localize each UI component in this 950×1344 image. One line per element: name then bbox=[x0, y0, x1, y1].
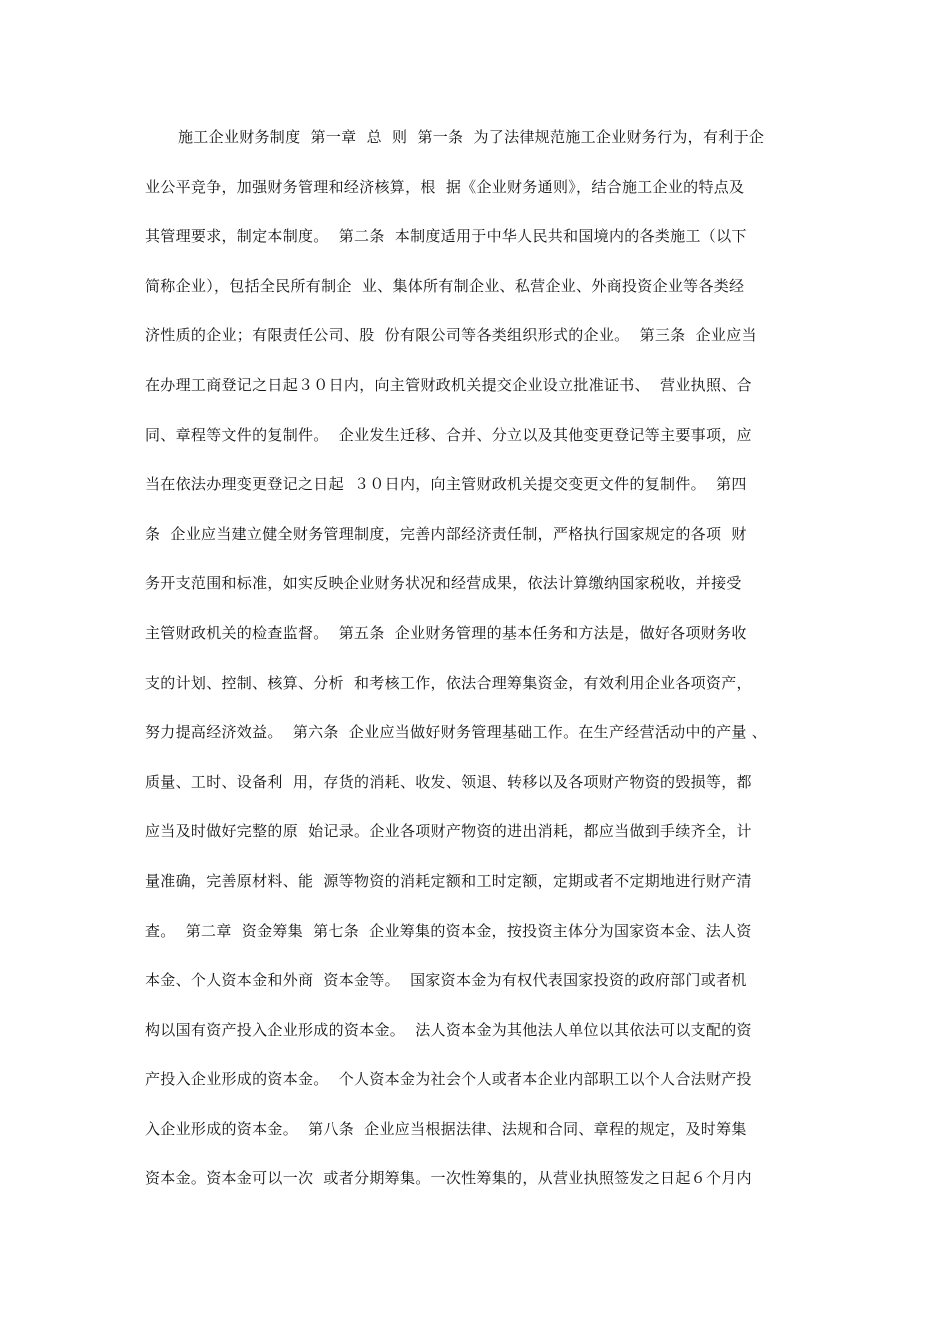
text-line: 资本金。资本金可以一次 或者分期筹集。一次性筹集的，从营业执照签发之日起６个月内 bbox=[145, 1169, 752, 1188]
text-line: 入企业形成的资本金。 第八条 企业应当根据法律、法规和合同、章程的规定，及时筹集 bbox=[145, 1119, 747, 1138]
text-line: 业公平竞争，加强财务管理和经济核算，根 据《企业财务通则》，结合施工企业的特点及 bbox=[145, 177, 745, 196]
text-line: 查。 第二章 资金筹集 第七条 企业筹集的资本金，按投资主体分为国家资本金、法人资 bbox=[145, 921, 752, 940]
text-line: 务开支范围和标准，如实反映企业财务状况和经营成果，依法计算缴纳国家税收，并接受 bbox=[145, 574, 742, 593]
text-line: 施工企业财务制度 第一章 总 则 第一条 为了法律规范施工企业财务行为，有利于企 bbox=[178, 128, 765, 146]
text-line: 本金、个人资本金和外商 资本金等。 国家资本金为有权代表国家投资的政府部门或者机 bbox=[145, 971, 747, 990]
text-line: 产投入企业形成的资本金。 个人资本金为社会个人或者本企业内部职工以个人合法财产投 bbox=[145, 1070, 752, 1089]
text-line: 量准确，完善原材料、能 源等物资的消耗定额和工时定额，定期或者不定期地进行财产清 bbox=[145, 871, 752, 890]
text-line: 支的计划、控制、核算、分析 和考核工作，依法合理筹集资金，有效利用企业各项资产， bbox=[145, 673, 752, 692]
text-line: 质量、工时、设备利 用，存货的消耗、收发、领退、转移以及各项财产物资的毁损等，都 bbox=[145, 772, 752, 791]
text-line: 同、章程等文件的复制件。 企业发生迁移、合并、分立以及其他变更登记等主要事项，应 bbox=[145, 425, 752, 444]
text-line: 努力提高经济效益。 第六条 企业应当做好财务管理基础工作。在生产经营活动中的产量 、 bbox=[145, 723, 768, 742]
text-line: 构以国有资产投入企业形成的资本金。 法人资本金为其他法人单位以其依法可以支配的资 bbox=[145, 1020, 752, 1039]
document-body bbox=[145, 121, 815, 1212]
text-line: 济性质的企业；有限责任公司、股 份有限公司等各类组织形式的企业。 第三条 企业应当 bbox=[145, 326, 757, 345]
text-line: 应当及时做好完整的原 始记录。企业各项财产物资的进出消耗，都应当做到手续齐全，计 bbox=[145, 822, 752, 841]
text-line: 条 企业应当建立健全财务管理制度，完善内部经济责任制，严格执行国家规定的各项 财 bbox=[145, 524, 747, 543]
text-line: 其管理要求，制定本制度。 第二条 本制度适用于中华人民共和国境内的各类施工（以下 bbox=[145, 227, 747, 246]
text-line: 在办理工商登记之日起３０日内，向主管财政机关提交企业设立批准证书、 营业执照、合 bbox=[145, 375, 752, 394]
text-line: 简称企业），包括全民所有制企 业、集体所有制企业、私营企业、外商投资企业等各类经 bbox=[145, 276, 745, 295]
text-line: 当在依法办理变更登记之日起 ３０日内，向主管财政机关提交变更文件的复制件。 第四 bbox=[145, 475, 747, 494]
text-line: 主管财政机关的检查监督。 第五条 企业财务管理的基本任务和方法是，做好各项财务收 bbox=[145, 623, 747, 642]
